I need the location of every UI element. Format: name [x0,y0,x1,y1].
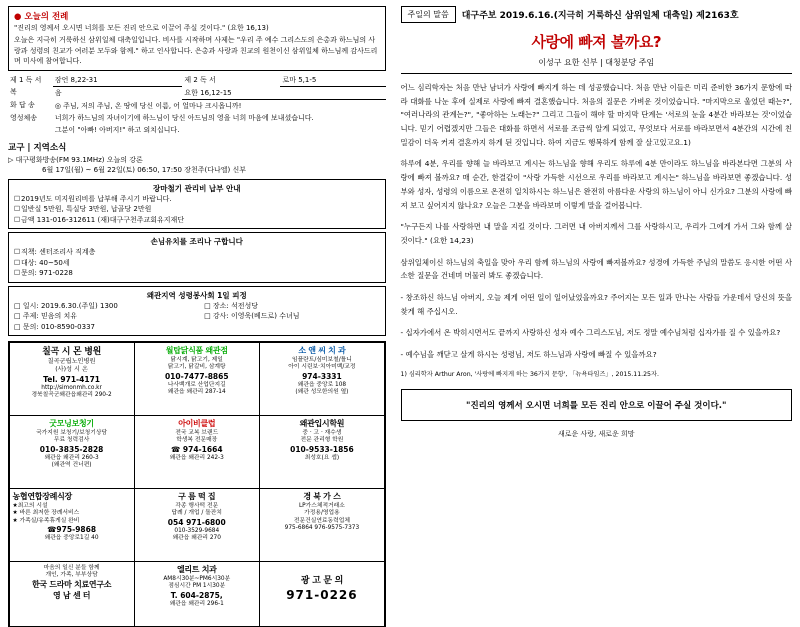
list-item: □ 대상: 40~50세 [14,258,380,269]
ad-address: 왜관읍 중앙로1길 40 [44,535,99,542]
table-row [8,99,386,112]
ad-name: 엘리트 치과 [176,564,217,574]
paragraph: - 창조하신 하느님 아버지, 오늘 제게 어떤 일이 일어났었을까요? 주어지는 모든 일과 만나는 사람들 가운데서 당신의 뜻을 찾게 해 주십시오. [400,292,793,316]
left-page [0,0,392,607]
ad-name: 광 고 문 의 [300,575,343,586]
list-item: □ 일반실 5만원, 특실당 3만원, 납골당 2만원 [14,204,380,215]
today-liturgy-quote: "진리의 영께서 오시면 너희를 모든 진리 안으로 이끌어 주실 것이다." (요한 16,13) [14,24,269,32]
ad-line: 칠곡군립노인병원 [47,358,96,365]
retreat-date: □ 일시: 2019.6.30.(주일) 1300 [14,301,118,310]
list-item: □ 금액 131-016-312611 (재)대구구천주교회유지재단 [14,215,380,226]
ad-name: 월탑닭식품 왜관점 [165,345,228,355]
today-liturgy-title: ● 오늘의 전례 [14,12,69,22]
ad-phone: ☎975-9868 [47,525,97,535]
ad-phone: T. 604-2875, [170,590,223,600]
paragraph: - 십자가에서 온 박히시면서도 끝까지 사랑하신 성자 예수 그리스도님, 저도 정말 예수님처럼 십자가를 질 수 있을까요? [400,328,781,338]
ad-card[interactable] [9,488,135,562]
notice-title-2: 손님유치를 조리나 구합니다 [150,237,243,247]
table-row [14,322,380,333]
paragraph: "누구든지 나를 사랑하면 내 말을 지킬 것이다. 그러면 내 아버지께서 그를 사랑하시고, 우리가 그에게 가서 그와 함께 살 것이다." (요한 14,23) [400,222,793,245]
ad-phone: 010-9533-1856 [290,444,354,454]
paragraph: 하루에 4분, 우리를 향해 늘 바라보고 계시는 하느님을 향해 우리도 하루에 4분 만이라도 하느님을 바라본다면 그분의 사랑에 빠져 볼까요? 매 순간, 한결같이 "사랑 가득한 시선으로 우리를 바라보고 계시는" 하느님을 바라보면 좋겠습니다. 성부와 성자, 성령의 이름으로 온전히 일치하시는 하느님은 완전히 아름다운 사랑의 하느님이 아니 신가요? 그분의 사랑에 빠져 보고 싶어지지 않나요? 오늘은 그분을 바라보며 이렇게 말을 걸어봅니다. [400,159,793,210]
table-row [8,124,386,136]
ad-note: 최성호(요 셉) [304,454,340,461]
ad-line: 닭고기, 닭갈비, 삼계탕 [167,364,226,371]
ad-line: ★ 바른 최저한 장례서비스 [12,510,80,517]
ad-line: 아이 시린보·치아미백/교정 [288,364,356,371]
ad-line: 가정용/영업용 [304,510,340,517]
reading-label-1: 제 1 독 서 [10,75,42,84]
bulletin-header [401,6,793,23]
communion-text-2: 그분이 "아빠! 아버지!" 하고 외치십니다. [54,125,180,134]
ad-line: 국가지원 보청기/보청기상담 [36,429,108,436]
ad-phone: 010-3835-2828 [39,444,104,454]
today-liturgy-box [8,6,386,71]
retreat-contact: □ 문의: 010-8590-0337 [14,322,95,331]
retreat-speaker: □ 강사: 이영욱(베드로) 수녀님 [204,312,300,321]
ad-note: 나사백개로 산업단지길 [167,381,226,388]
ad-line: (사)성 시 온 [55,366,88,374]
quote-box: "진리의 영께서 오시면 너희를 모든 진리 안으로 이끌어 주실 것이다." [401,389,793,421]
notice-title-1: 장마철기 관리비 납부 안내 [152,183,241,193]
list-item: □ 직책: 센터조리사 직계층 [14,247,380,258]
ad-address: 왜관읍 왜관리 296-1 [169,600,224,607]
ad-card[interactable] [134,342,260,416]
ad-line: 점심시간 PM 1시30분 [168,583,226,590]
author-byline: 이성구 요한 신부 | 대청분당 주임 [538,58,655,67]
ad-phone: ☎ 974-1664 [170,444,223,454]
ad-line: 임플란트/심미보철/틀니 [291,356,352,363]
ad-line: 닭시계, 닭고기, 제일 [170,356,223,363]
bulletin-meta: 대구주보 2019.6.16.(지극히 거룩하신 삼위일체 대축일) 제2163호 [461,11,739,21]
ad-phone: 010-7477-8865 [164,371,229,381]
ad-line: ★ 가족실/유족휴게실 완비 [12,517,80,524]
ad-card[interactable] [259,415,385,489]
ad-name: 소 앤 씨 치 과 [298,345,346,355]
retreat-topic: □ 주제: 믿음의 치유 [14,312,77,321]
ad-address: 왜관읍 왜관리 242-3 [169,454,224,461]
ad-phone: 971-0226 [286,588,358,602]
gospel-label-2: 음 [54,88,62,97]
ad-phone: 975-6864 976-9575-7373 [284,525,360,532]
readings-table [8,74,386,136]
table-row [14,311,380,322]
ad-line: ★최고의 시설 [12,502,48,509]
divider [401,73,793,74]
ad-line: 전국 교복 브랜드 [175,429,219,436]
ad-line: 학생복 전문매장 [176,437,218,444]
today-liturgy-body: 오늘은 지극히 거룩하신 삼위일체 대축일입니다. 비사를 시작하며 사제는 "우리 주 예수 그리스도의 은총과 하느님의 사랑과 성령의 친교가 여러분 모두와 함께." 하고 인사합니다. 은총과 사랑과 친교의 원천이신 삼위일체 하느님께 감사드리며 미사에 참여합니다. [14,36,378,65]
table-row [8,112,386,124]
ad-address: (왜관 성모한의원 옆) [295,389,349,396]
ad-name: 왜관입시학원 [299,418,345,428]
answer-label: 화 답 송 [10,101,35,110]
ad-line: 전문건실연료동력업체 [293,517,350,524]
table-row [8,74,386,87]
ad-name: 농협연합장례식장 [12,491,72,501]
notice-box-2 [8,232,386,283]
footnote: 1) 심리학자 Arthur Aron, '사랑에 빠지게 하는 36가지 문항', 「뉴욕타임즈」, 2015.11.25자. [400,370,659,378]
ad-card[interactable] [134,561,260,627]
reading-value-2: 로마 5,1-5 [280,74,385,87]
ad-line: 각종 행사떡 전문 [175,502,219,509]
ad-line: 마음의 일신 분들 함께 [43,564,100,571]
ad-phone: Tel. 971-4171 [43,374,101,384]
list-item: □ 문의: 971-0228 [14,268,380,279]
ad-address: 경북칠곡군왜관읍왜관리 290-2 [31,392,112,399]
ad-card[interactable] [9,342,135,416]
retreat-place: □ 장소: 석전성당 [204,301,259,310]
ad-card[interactable] [134,415,260,489]
paragraph: 어느 심리학자는 처음 만난 남녀가 사랑에 빠지게 하는 데 성공했습니다. 처음 만난 이들은 미리 준비한 36가지 문항에 따라 대화를 나눈 후에 실제로 사랑에 빠져 결혼했습니다. 처음의 질문은 가벼운 것이었습니다. "마지막으로 울었던 때는?", "여러나라의 관계는?", "좋아하는 노래는?" 그리고 그들이 해야 할 마지막 단계는 '서로의 눈을 4분간 바라보는 것'이었습니다. 믿기 어렵겠지만 그들은 대화를 하면서 서로를 조금씩 알게 되었고, 무엇보다 서로를 바라보면서 4분간의 시간에 친밀감이 더욱 커져 결혼까지 하게 된 것입니다. 하여 지금도 행복하게 함께 잘 살고있고요.1) [400,83,793,147]
reading-label-2: 제 2 독 서 [184,75,216,84]
ad-card[interactable] [259,561,385,627]
answer-text: ◎ 주님, 저의 주님, 온 땅에 당신 이름, 어 얼마나 크시옵니까! [54,101,242,110]
ad-line: 전문 관리형 학원 [300,437,344,444]
advertisement-grid [8,341,386,627]
ad-card[interactable] [259,488,385,562]
ad-name-2: 영 남 센 터 [53,590,91,600]
ad-card[interactable] [259,342,385,416]
ad-card[interactable] [9,561,135,627]
ad-line: 무료 청력검사 [53,437,90,444]
ad-address: (왜관역 건너편) [51,462,92,469]
list-item: □ 2019년도 미지원리비를 납부해 주시기 바랍니다. [14,194,380,205]
gospel-value: 요한 16,12-15 [182,86,385,99]
ad-name: 칠곡 시 몬 병원 [42,346,102,357]
ad-name: 아이비클럽 [178,418,216,428]
gospel-label: 복 [10,88,17,97]
paragraph: - 예수님을 깨닫고 살게 하시는 성령님, 저도 하느님과 사랑에 빠질 수 있을까요? [400,350,657,359]
table-row [8,86,386,99]
ad-line: 답례 / 개업 / 돌잔치 [171,510,222,517]
ad-name: 구 름 떡 집 [178,491,216,501]
ad-note: http://simonmh.co.kr [41,384,102,391]
ad-line: AM8시30분~PM6시30분 [163,575,231,582]
ad-note: 왜관읍 왜관리 260-3 [44,454,99,461]
ad-address: 왜관읍 왜관리 270 [172,535,221,542]
ad-phone: 054 971-6800 [167,517,226,527]
page-footer: 새로운 사랑, 새로운 희망 [558,429,635,438]
section-tag: 주일의 말씀 [401,6,456,23]
page-title: 사랑에 빠져 볼까요? [531,33,662,51]
ad-card[interactable] [134,488,260,562]
ad-name: 굿모닝보청기 [49,418,94,428]
parish-news-title: 교구 | 지역소식 [8,142,67,153]
parish-news-line-2: 6월 17일(월) ~ 6월 22일(토) 06:50, 17:50 장천주(다나엘) 신부 [42,166,247,175]
notice-box-1 [8,179,386,230]
table-row [14,301,380,312]
article-body [401,81,793,379]
ad-card[interactable] [9,415,135,489]
communion-text: 너희가 하느님의 자녀이기에 하느님이 당신 아드님의 영을 너희 마음에 보내셨습니다. [54,113,314,122]
ad-phone: 974-3331 [302,371,342,381]
notice-box-3 [8,286,386,337]
ad-name: 경 북 가 스 [303,491,341,501]
ad-note: 010-3529-9684 [174,527,220,534]
notice-title-3: 왜관지역 성령봉사회 1일 피정 [146,290,247,300]
reading-value-1: 잠언 8,22-31 [53,74,183,87]
paragraph: 삼위일체이신 하느님의 축일을 맞아 우리 함께 하느님의 사랑에 빠져볼까요? 성경에 가득한 주님의 말씀도 응시한 어떤 사소한 질문을 건네며 머물러 봐도 좋겠습니다. [400,257,793,281]
ad-note: 왜관읍 중앙로 108 [297,381,347,388]
ad-name: 한국 드라마 치료연구소 [31,579,112,589]
ad-line: 개인, 가족, 부부상담 [45,572,98,579]
ad-line: LP가스체적거래소 [298,502,345,509]
right-page [395,0,800,565]
parish-news-line-1: ▷ 대구평화방송(FM 93.1MHz) 오늘의 강론 [8,155,143,164]
ad-line: 중 · 고 · 재수생 [302,429,342,436]
ad-address: 왜관읍 왜관리 287-14 [167,389,226,396]
communion-label: 영성체송 [10,113,38,122]
